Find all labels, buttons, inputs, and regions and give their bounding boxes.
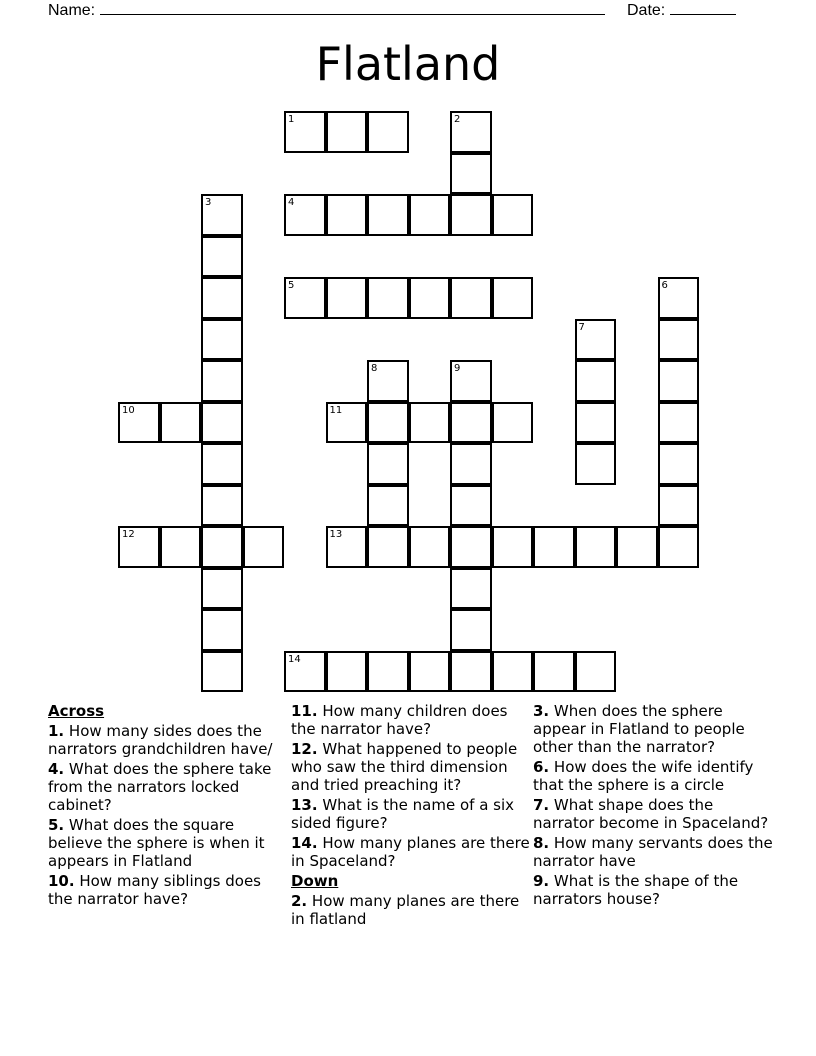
grid-cell[interactable] (201, 609, 243, 651)
grid-cell[interactable] (367, 194, 409, 236)
grid-cell[interactable] (492, 194, 534, 236)
grid-cell[interactable] (326, 402, 368, 444)
grid-cell[interactable] (492, 402, 534, 444)
grid-cell[interactable] (575, 526, 617, 568)
clue-section-heading: Down (291, 872, 339, 890)
clue-number: 6 (661, 280, 668, 291)
page-title: Flatland (315, 37, 501, 91)
clues-column-1 (48, 702, 288, 910)
clue-item-text: What shape does the narrator become in Spaceland? (533, 796, 769, 832)
grid-cell[interactable] (450, 277, 492, 319)
clue-item-text: When does the sphere appear in Flatland to people other than the narrator? (533, 702, 745, 756)
grid-cell[interactable] (492, 526, 534, 568)
grid-cell[interactable] (658, 277, 700, 319)
name-label: Name: (48, 2, 96, 19)
clue-item (48, 872, 288, 908)
clue-number: 5 (288, 280, 295, 291)
grid-cell[interactable] (450, 360, 492, 402)
grid-cell[interactable] (575, 360, 617, 402)
clue-item (291, 740, 531, 794)
grid-cell[interactable] (118, 526, 160, 568)
date-label: Date: (627, 2, 666, 19)
grid-cell[interactable] (616, 526, 658, 568)
clue-item (291, 892, 531, 928)
clue-item (533, 872, 773, 908)
clue-item (533, 834, 773, 870)
clue-item-number: 14. (291, 834, 318, 852)
clue-section-heading: Across (48, 702, 105, 720)
grid-cell[interactable] (201, 277, 243, 319)
grid-cell[interactable] (367, 443, 409, 485)
grid-cell[interactable] (284, 277, 326, 319)
grid-cell[interactable] (450, 651, 492, 693)
grid-cell[interactable] (326, 651, 368, 693)
grid-cell[interactable] (575, 443, 617, 485)
grid-cell[interactable] (409, 277, 451, 319)
clue-item (291, 796, 531, 832)
grid-cell[interactable] (326, 526, 368, 568)
grid-cell[interactable] (326, 194, 368, 236)
clue-number: 14 (288, 653, 301, 665)
clue-item-number: 11. (291, 702, 318, 720)
grid-cell[interactable] (367, 360, 409, 402)
clue-number: 2 (454, 114, 461, 125)
clue-item-text: How many siblings does the narrator have? (48, 872, 261, 908)
clue-item-number: 12. (291, 740, 318, 758)
grid-cell[interactable] (201, 402, 243, 444)
grid-cell[interactable] (658, 443, 700, 485)
clue-item-text: What is the shape of the narrators house? (533, 872, 739, 908)
clue-item-number: 9. (533, 872, 550, 890)
clue-item-number: 4. (48, 760, 65, 778)
clue-item-text: How many planes are there in flatland (291, 892, 520, 928)
clue-item-text: How many children does the narrator have? (291, 702, 508, 738)
clue-number: 3 (205, 197, 212, 208)
clue-item-number: 13. (291, 796, 318, 814)
clue-item-text: What is the name of a six sided figure? (291, 796, 515, 832)
clue-item-text: What does the square believe the sphere is when it appears in Flatland (48, 816, 265, 870)
grid-cell[interactable] (450, 526, 492, 568)
grid-cell[interactable] (533, 651, 575, 693)
clues-column-2 (291, 702, 531, 930)
grid-cell[interactable] (450, 153, 492, 195)
grid-cell[interactable] (658, 526, 700, 568)
clue-number: 4 (288, 197, 295, 208)
grid-cell[interactable] (450, 194, 492, 236)
grid-cell[interactable] (533, 526, 575, 568)
grid-cell[interactable] (160, 526, 202, 568)
grid-cell[interactable] (284, 111, 326, 153)
grid-cell[interactable] (201, 194, 243, 236)
clue-item-number: 2. (291, 892, 308, 910)
clue-item-number: 7. (533, 796, 550, 814)
clue-number: 13 (329, 529, 343, 540)
clue-number: 1 (288, 114, 295, 125)
grid-cell[interactable] (658, 402, 700, 444)
clue-number: 9 (454, 363, 461, 374)
clue-number: 8 (371, 363, 378, 374)
grid-cell[interactable] (450, 568, 492, 610)
grid-cell[interactable] (326, 111, 368, 153)
grid-cell[interactable] (409, 402, 451, 444)
grid-cell[interactable] (658, 319, 700, 361)
grid-cell[interactable] (201, 526, 243, 568)
grid-cell[interactable] (492, 651, 534, 693)
grid-cell[interactable] (575, 319, 617, 361)
grid-cell[interactable] (450, 485, 492, 527)
grid-cell[interactable] (575, 402, 617, 444)
grid-cell[interactable] (450, 443, 492, 485)
clue-item (48, 760, 288, 814)
clues-column-3 (533, 702, 773, 910)
clue-number: 7 (578, 321, 585, 333)
grid-cell[interactable] (409, 194, 451, 236)
clue-item-number: 8. (533, 834, 550, 852)
grid-cell[interactable] (201, 443, 243, 485)
grid-cell[interactable] (409, 651, 451, 693)
grid-cell[interactable] (367, 111, 409, 153)
grid-cell[interactable] (409, 526, 451, 568)
grid-cell[interactable] (450, 609, 492, 651)
grid-cell[interactable] (201, 236, 243, 278)
clue-item-number: 5. (48, 816, 65, 834)
clue-item-text: How many servants does the narrator have (533, 834, 773, 870)
clue-item-number: 1. (48, 722, 65, 740)
clue-number: 12 (122, 529, 135, 540)
grid-cell[interactable] (326, 277, 368, 319)
grid-cell[interactable] (450, 402, 492, 444)
grid-cell[interactable] (367, 651, 409, 693)
clue-item-text: How does the wife identify that the sphere is a circle (533, 758, 754, 794)
grid-cell[interactable] (160, 402, 202, 444)
grid-cell[interactable] (575, 651, 617, 693)
clue-item-text: How many sides does the narrators grandchildren have/ (48, 722, 273, 758)
grid-cell[interactable] (367, 526, 409, 568)
clue-item (533, 796, 773, 832)
grid-cell[interactable] (658, 360, 700, 402)
clue-item-number: 10. (48, 872, 75, 890)
grid-cell[interactable] (492, 277, 534, 319)
clue-item (48, 816, 288, 870)
clue-item-text: How many planes are there in Spaceland? (291, 834, 530, 870)
clue-item (291, 702, 531, 738)
clue-item-text: What does the sphere take from the narrators locked cabinet? (48, 760, 272, 814)
grid-cell[interactable] (201, 360, 243, 402)
clue-item-number: 3. (533, 702, 550, 720)
grid-cell[interactable] (201, 651, 243, 693)
grid-cell[interactable] (367, 277, 409, 319)
clue-item (533, 702, 773, 756)
clue-number: 11 (329, 404, 343, 416)
clue-number: 10 (122, 404, 135, 416)
grid-cell[interactable] (201, 568, 243, 610)
clue-item-number: 6. (533, 758, 550, 776)
grid-cell[interactable] (201, 485, 243, 527)
grid-cell[interactable] (450, 111, 492, 153)
clue-item-text: What happened to people who saw the third dimension and tried preaching it? (291, 740, 518, 794)
grid-cell[interactable] (201, 319, 243, 361)
clue-item (533, 758, 773, 794)
grid-cell[interactable] (284, 194, 326, 236)
grid-cell[interactable] (118, 402, 160, 444)
grid-cell[interactable] (284, 651, 326, 693)
grid-cell[interactable] (367, 402, 409, 444)
grid-cell[interactable] (367, 485, 409, 527)
clue-item (48, 722, 288, 758)
grid-cell[interactable] (658, 485, 700, 527)
clue-item (291, 834, 531, 870)
grid-cell[interactable] (243, 526, 285, 568)
